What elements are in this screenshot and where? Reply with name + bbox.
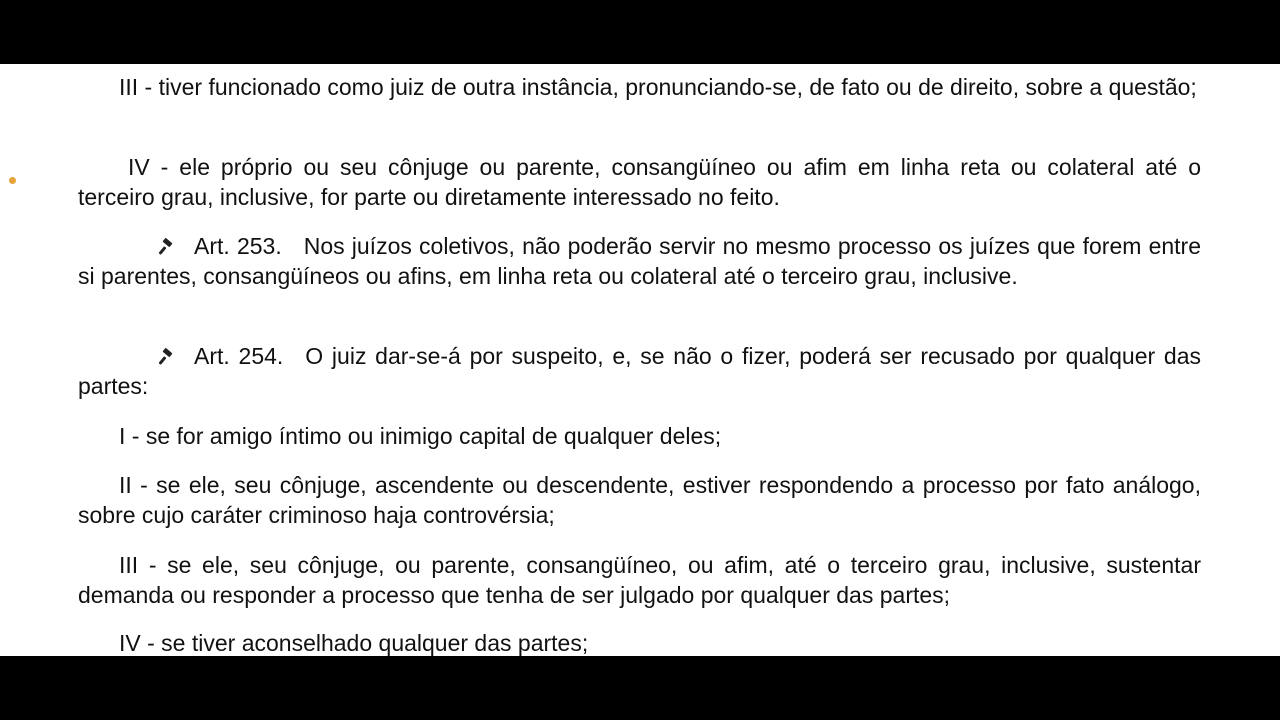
paragraph-item-iv: IV - ele próprio ou seu cônjuge ou parente, consangüíneo ou afim em linha reta ou colateral até o terceiro grau, inclusive, for parte ou diretamente interessado no feito.: [78, 154, 1201, 210]
article-number: Art. 253.: [194, 233, 282, 259]
paragraph-item-iv-b: IV - se tiver aconselhado qualquer das partes;: [119, 630, 589, 656]
article-number: Art. 254.: [194, 343, 284, 369]
paragraph-item-i: I - se for amigo íntimo ou inimigo capital de qualquer deles;: [119, 423, 722, 449]
article-text: Nos juízos coletivos, não poderão servir no mesmo processo os juízes que forem entre si parentes, consangüíneos ou afins, em linha reta ou colateral até o terceiro grau, inclusive.: [78, 233, 1201, 289]
article-254: [78, 341, 1201, 401]
document-page: [0, 64, 1280, 656]
paragraph-item-iii-b: III - se ele, seu cônjuge, ou parente, consangüíneo, ou afim, até o terceiro grau, inclusive, sustentar demanda ou responder a processo que tenha de ser julgado por qualquer das partes;: [78, 552, 1201, 608]
paragraph-item-iii: III - tiver funcionado como juiz de outra instância, pronunciando-se, de fato ou de direito, sobre a questão;: [119, 74, 1197, 100]
article-text: O juiz dar-se-á por suspeito, e, se não o fizer, poderá ser recusado por qualquer das partes:: [78, 343, 1202, 399]
paragraph-item-ii: II - se ele, seu cônjuge, ascendente ou descendente, estiver respondendo a processo por fato análogo, sobre cujo caráter criminoso haja controvérsia;: [78, 472, 1201, 528]
bullet-dot-icon: [9, 177, 16, 184]
gavel-icon: [158, 348, 180, 366]
article-253: [78, 231, 1201, 291]
gavel-icon: [158, 238, 180, 256]
